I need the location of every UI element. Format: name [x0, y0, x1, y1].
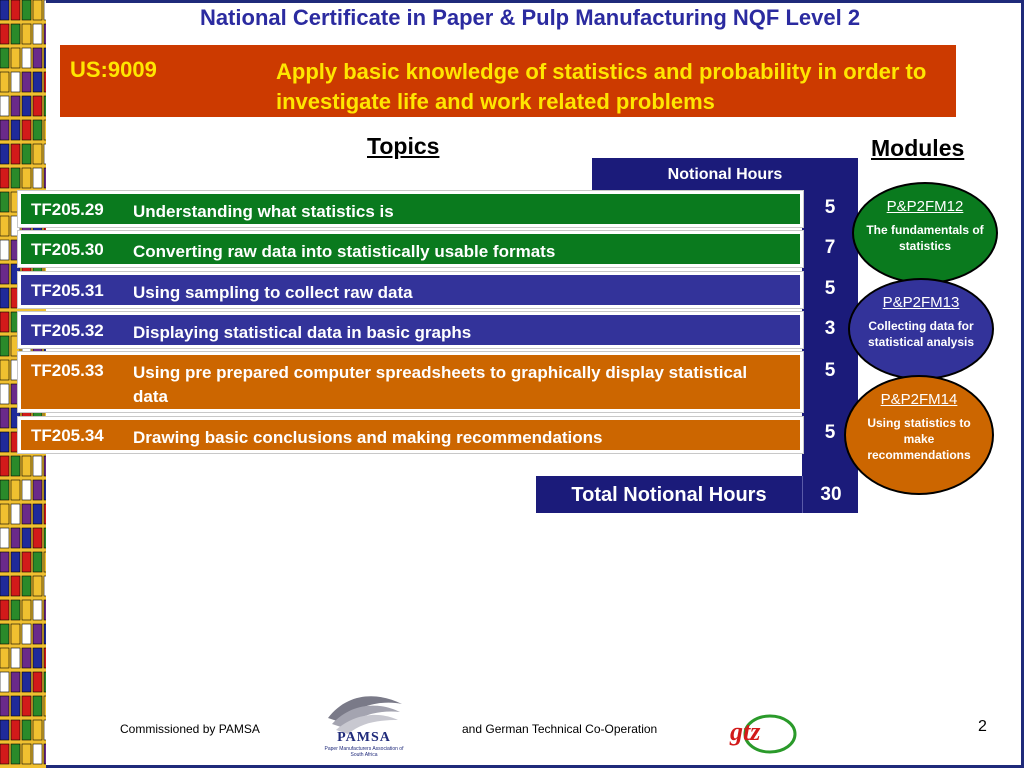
module-oval [844, 375, 994, 495]
topic-name: Displaying statistical data in basic graphs [133, 323, 472, 342]
total-hours-value: 30 [802, 476, 859, 513]
topic-code: TF205.34 [31, 426, 104, 445]
pamsa-logo-subtext: Paper Manufacturers Association of South Africa [324, 746, 404, 758]
topic-code: TF205.30 [31, 240, 104, 259]
topic-name: Understanding what statistics is [133, 202, 394, 221]
topic-name: Converting raw data into statistically usable formats [133, 242, 556, 261]
topic-hours: 5 [824, 197, 836, 218]
page-number: 2 [978, 718, 987, 735]
topic-row [18, 272, 803, 308]
topic-code: TF205.33 [31, 361, 104, 380]
pamsa-logo [318, 690, 410, 760]
modules-heading: Modules [871, 135, 965, 161]
topic-row [18, 191, 803, 227]
topic-name: Using pre prepared computer spreadsheets to graphically display statistical data [133, 363, 748, 406]
topic-name: Using sampling to collect raw data [133, 283, 413, 302]
topic-row [18, 352, 803, 412]
unit-description: Apply basic knowledge of statistics and probability in order to investigate life and work related problems [276, 59, 927, 114]
module-code-link[interactable]: P&P2FM13 [882, 294, 960, 311]
gtz-logo-text: gtz [730, 717, 761, 746]
topic-row [18, 417, 803, 453]
unit-standard-banner [60, 45, 956, 117]
module-code-link[interactable]: P&P2FM12 [886, 198, 964, 215]
pamsa-logo-text: PAMSA [337, 730, 391, 745]
footer-cooperation-text: and German Technical Co-Operation [462, 722, 658, 736]
slide-title: National Certificate in Paper & Pulp Manufacturing NQF Level 2 [199, 5, 861, 30]
footer-commissioned-text: Commissioned by PAMSA [120, 722, 260, 736]
module-description: The fundamentals of statistics [866, 223, 984, 253]
module-description: Using statistics to make recommendations [867, 416, 971, 462]
topic-code: TF205.31 [31, 281, 104, 300]
topic-name: Drawing basic conclusions and making recommendations [133, 428, 603, 447]
module-oval [852, 182, 998, 284]
total-hours-label: Total Notional Hours [536, 476, 802, 513]
unit-code: US:9009 [70, 57, 157, 82]
topic-code: TF205.29 [31, 200, 104, 219]
topic-hours: 3 [824, 318, 836, 339]
module-code-link[interactable]: P&P2FM14 [880, 391, 958, 408]
topic-row [18, 312, 803, 348]
gtz-logo [726, 712, 798, 756]
module-description: Collecting data for statistical analysis [867, 319, 975, 349]
topic-row [18, 231, 803, 267]
module-oval [848, 278, 994, 380]
topic-hours: 7 [824, 237, 836, 258]
notional-hours-header: Notional Hours [592, 158, 858, 190]
topics-heading: Topics [367, 133, 440, 159]
topic-hours: 5 [824, 422, 836, 443]
topic-hours: 5 [824, 360, 836, 381]
topic-code: TF205.32 [31, 321, 104, 340]
topic-hours: 5 [824, 278, 836, 299]
